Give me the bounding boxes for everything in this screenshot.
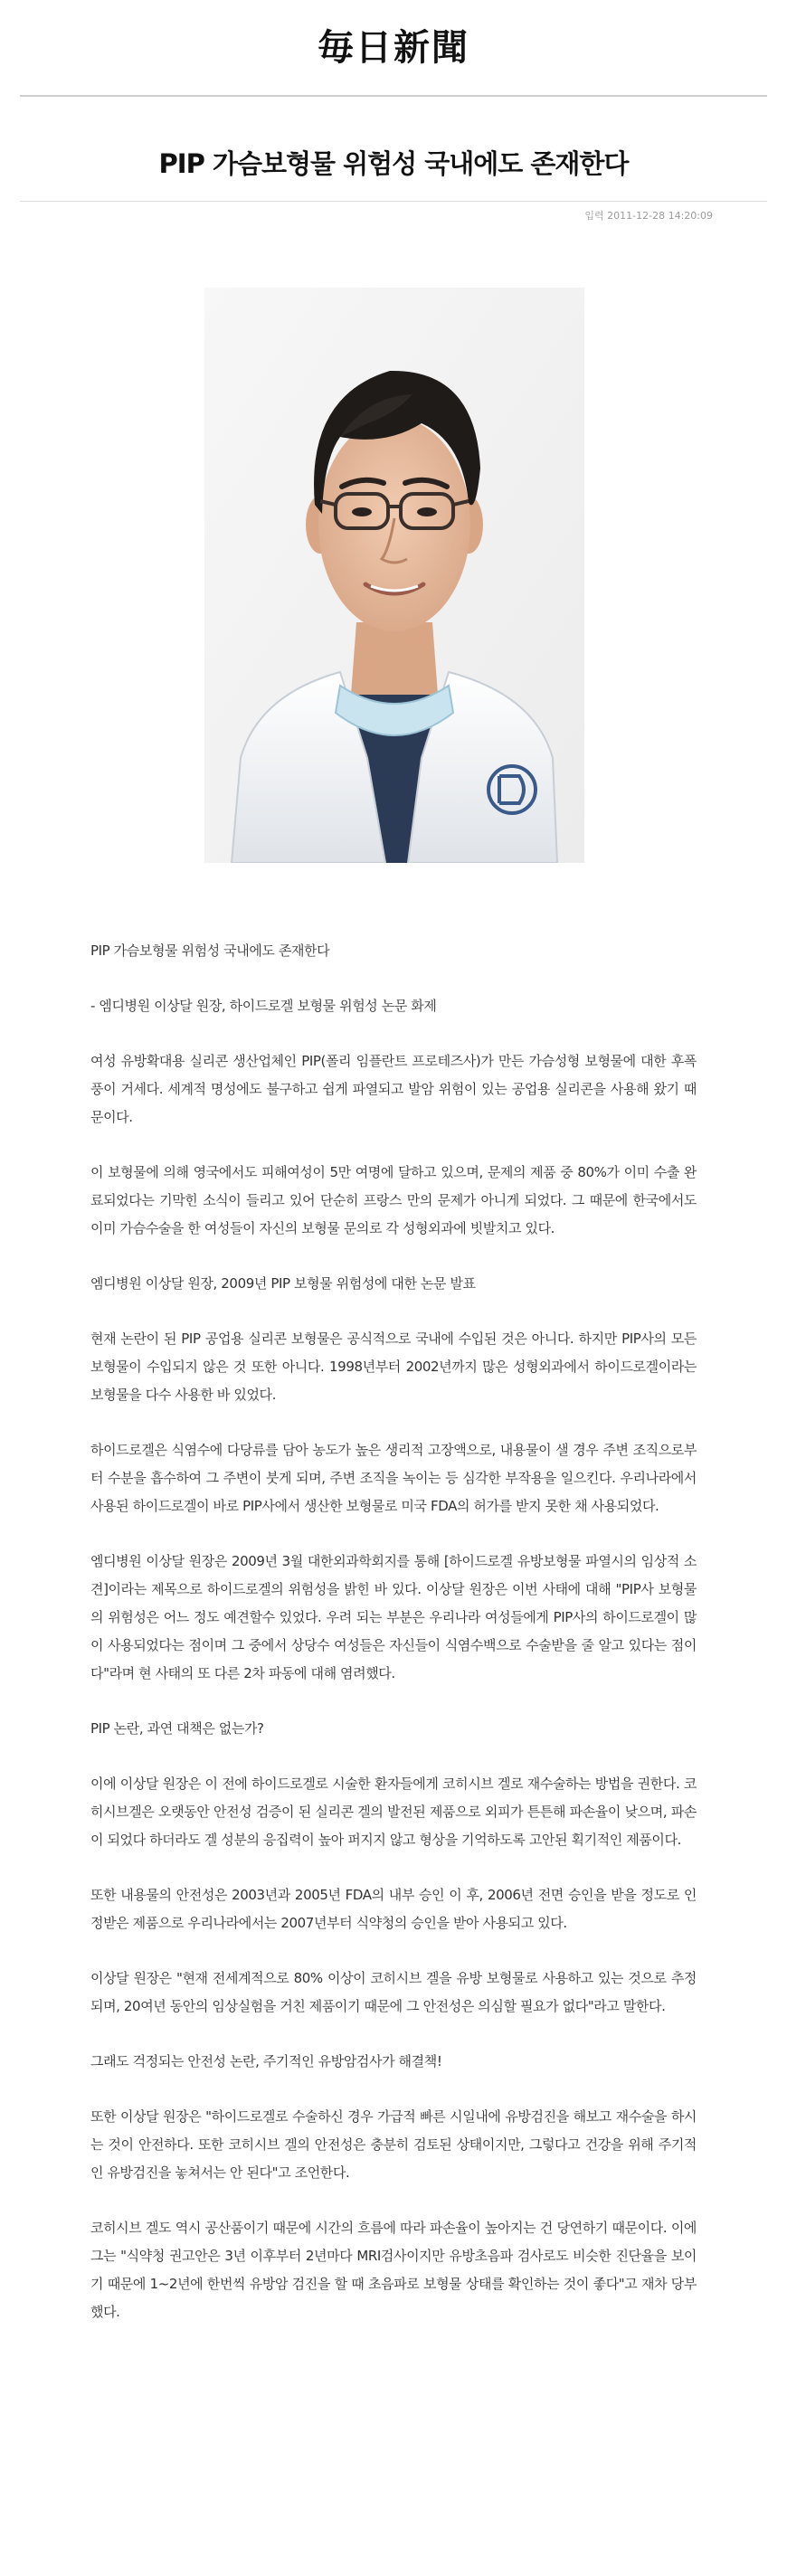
masthead	[0, 0, 787, 96]
article-headline: PIP 가슴보형물 위험성 국내에도 존재한다	[158, 148, 629, 180]
paragraph: 또한 내용물의 안전성은 2003년과 2005년 FDA의 내부 승인 이 후, 2006년 전면 승인을 받을 정도로 인정받은 제품으로 우리나라에서는 2007년부터 식약청의 승인을 받아 사용되고 있다.	[90, 1887, 697, 1931]
paragraph: 여성 유방확대용 실리콘 생산업체인 PIP(폴리 임플란트 프로테즈사)가 만든 가슴성형 보형물에 대한 후폭풍이 거세다. 세계적 명성에도 불구하고 쉽게 파열되고 발암 위험이 있는 공업용 실리콘을 사용해 왔기 때문이다.	[90, 1053, 697, 1125]
article-dateline: 입력 2011-12-28 14:20:09	[584, 210, 713, 222]
paragraph: 이에 이상달 원장은 이 전에 하이드로겔로 시술한 환자들에게 코히시브 겔로 재수술하는 방법을 권한다. 코히시브겔은 오랫동안 안전성 검증이 된 실리콘 겔의 발전된 제품으로 외피가 튼튼해 파손율이 낮으며, 파손이 되었다 하더라도 겔 성분의 응집력이 높아 퍼지지 않고 형상을 기억하도록 고안된 획기적인 제품이다.	[90, 1776, 697, 1848]
headline-divider	[20, 201, 767, 202]
paragraph: 엠디병원 이상달 원장, 2009년 PIP 보형물 위험성에 대한 논문 발표	[90, 1275, 476, 1292]
paragraph: 현재 논란이 된 PIP 공업용 실리콘 보형물은 공식적으로 국내에 수입된 것은 아니다. 하지만 PIP사의 모든 보형물이 수입되지 않은 것 또한 아니다. 1998년부터 2002년까지 많은 성형외과에서 하이드로겔이라는 보형물을 다수 사용한 바 있었다.	[90, 1331, 697, 1403]
paragraph: 이 보형물에 의해 영국에서도 피해여성이 5만 여명에 달하고 있으며, 문제의 제품 중 80%가 이미 수출 완료되었다는 기막힌 소식이 들리고 있어 단순히 프랑스 만의 문제가 아니게 되었다. 그 때문에 한국에서도 이미 가슴수술을 한 여성들이 자신의 보형물 문의로 각 성형외과에 빗발치고 있다.	[90, 1164, 697, 1236]
doctor-portrait-illustration	[204, 288, 584, 863]
paragraph: - 엠디병원 이상달 원장, 하이드로겔 보형물 위험성 논문 화제	[90, 998, 437, 1014]
paragraph: 코히시브 겔도 역시 공산품이기 때문에 시간의 흐름에 따라 파손율이 높아지는 건 당연하기 때문이다. 이에 그는 "식약청 권고안은 3년 이후부터 2년마다 MRI검사이지만 유방초음파 검사로도 비슷한 진단율을 보이기 때문에 1~2년에 한번씩 유방암 검진을 할 때 초음파로 보형물 상태를 확인하는 것이 좋다"고 재차 당부했다.	[90, 2220, 697, 2320]
paragraph: PIP 가슴보형물 위험성 국내에도 존재한다	[90, 942, 330, 959]
article-body	[90, 937, 697, 2353]
article-photo	[204, 288, 584, 863]
newspaper-logo[interactable]: 毎日新聞	[318, 26, 469, 69]
paragraph: 또한 이상달 원장은 "하이드로겔로 수술하신 경우 가급적 빠른 시일내에 유방검진을 해보고 재수술을 하시는 것이 안전하다. 또한 코히시브 겔의 안전성은 충분히 검토된 상태이지만, 그렇다고 건강을 위해 주기적인 유방검진을 놓쳐서는 안 된다"고 조언한다.	[90, 2108, 697, 2181]
paragraph: 엠디병원 이상달 원장은 2009년 3월 대한외과학회지를 통해 [하이드로겔 유방보형물 파열시의 임상적 소견]이라는 제목으로 하이드로겔의 위험성을 밝힌 바 있다. 이상달 원장은 이번 사태에 대해 "PIP사 보형물의 위험성은 어느 정도 예견할수 있었다. 우려 되는 부분은 우리나라 여성들에게 PIP사의 하이드로겔이 많이 사용되었다는 점이며 그 중에서 상당수 여성들은 자신들이 식염수백으로 수술받을 줄 알고 있다는 점이다"라며 현 사태의 또 다른 2차 파동에 대해 염려했다.	[90, 1553, 697, 1681]
paragraph: PIP 논란, 과연 대책은 없는가?	[90, 1720, 264, 1737]
paragraph: 하이드로겔은 식염수에 다당류를 담아 농도가 높은 생리적 고장액으로, 내용물이 샐 경우 주변 조직으로부터 수분을 흡수하여 그 주변이 붓게 되며, 주변 조직을 녹이는 등 심각한 부작용을 일으킨다. 우리나라에서 사용된 하이드로겔이 바로 PIP사에서 생산한 보형물로 미국 FDA의 허가를 받지 못한 채 사용되었다.	[90, 1442, 697, 1514]
masthead-divider	[20, 95, 767, 97]
paragraph: 이상달 원장은 "현재 전세계적으로 80% 이상이 코히시브 겔을 유방 보형물로 사용하고 있는 것으로 추정되며, 20여년 동안의 임상실험을 거친 제품이기 때문에 그 안전성은 의심할 필요가 없다"라고 말한다.	[90, 1970, 697, 2014]
paragraph: 그래도 걱정되는 안전성 논란, 주기적인 유방암검사가 해결책!	[90, 2053, 442, 2069]
